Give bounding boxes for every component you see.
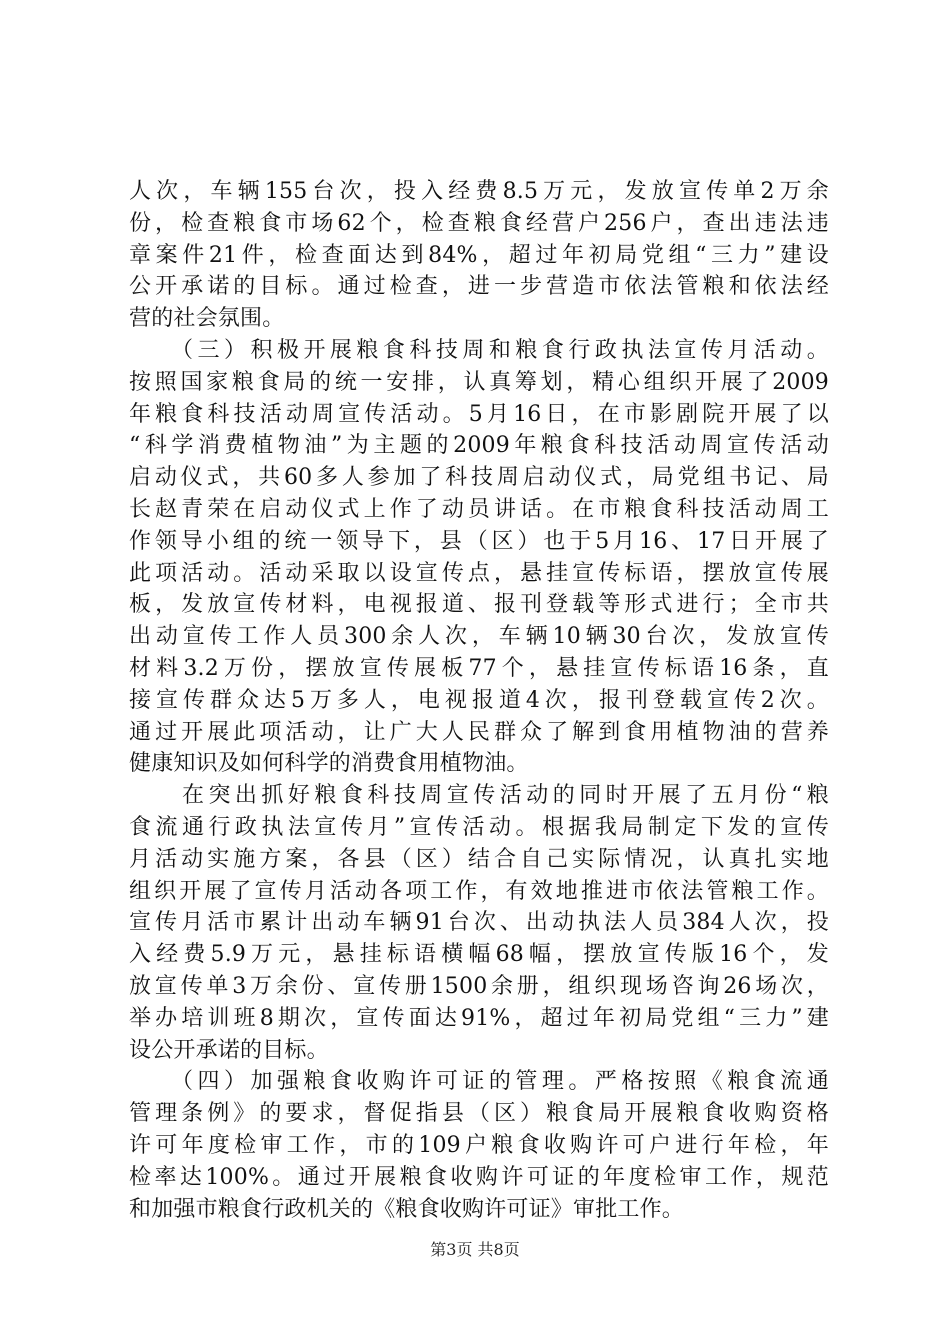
text-line: 举办培训班8期次，宣传面达91%，超过年初局党组“三力”建 <box>129 1005 829 1031</box>
text-line: 人次，车辆155台次，投入经费8.5万元，发放宣传单2万余 <box>129 179 829 204</box>
text-line: 入经费5.9万元，悬挂标语横幅68幅，摆放宣传版16个，发 <box>129 942 829 968</box>
text-line: 材料3.2万份，摆放宣传展板77个，悬挂宣传标语16条，直 <box>129 655 829 681</box>
text-line: 长赵青荣在启动仪式上作了动员讲话。在市粮食科技活动周工 <box>129 496 829 522</box>
text-line: 章案件21件，检查面达到84%，超过年初局党组“三力”建设 <box>129 242 829 268</box>
text-line: 作领导小组的统一领导下，县（区）也于5月16、17日开展了 <box>129 528 829 554</box>
text-line: 年粮食科技活动周宣传活动。5月16日，在市影剧院开展了以 <box>129 401 829 427</box>
text-line: 宣传月活市累计出动车辆91台次、出动执法人员384人次，投 <box>129 910 829 936</box>
body-text <box>129 176 829 1225</box>
text-line: 在突出抓好粮食科技周宣传活动的同时开展了五月份“粮 <box>129 783 829 809</box>
text-line: 此项活动。活动采取以设宣传点，悬挂宣传标语，摆放宣传展 <box>129 560 829 586</box>
text-line: 月活动实施方案，各县（区）结合自己实际情况，认真扎实地 <box>129 846 829 872</box>
text-line: 启动仪式，共60多人参加了科技周启动仪式，局党组书记、局 <box>129 465 829 491</box>
page-footer: 第3页 共8页 <box>430 1240 520 1259</box>
text-line: “科学消费植物油”为主题的2009年粮食科技活动周宣传活动 <box>129 433 829 459</box>
text-line: 营的社会氛围。 <box>129 306 285 332</box>
text-line: 按照国家粮食局的统一安排，认真筹划，精心组织开展了2009 <box>129 369 829 395</box>
text-line: 组织开展了宣传月活动各项工作，有效地推进市依法管粮工作。 <box>129 878 829 904</box>
text-line: 公开承诺的目标。通过检查，进一步营造市依法管粮和依法经 <box>129 274 829 300</box>
text-line: 设公开承诺的目标。 <box>129 1037 329 1063</box>
text-line: （三）积极开展粮食科技周和粮食行政执法宣传月活动。 <box>129 337 829 363</box>
text-line: 接宣传群众达5万多人，电视报道4次，报刊登载宣传2次。 <box>129 687 829 713</box>
text-line: 检率达100%。通过开展粮食收购许可证的年度检审工作，规范 <box>129 1164 829 1190</box>
text-line: 食流通行政执法宣传月”宣传活动。根据我局制定下发的宣传 <box>129 814 829 840</box>
text-line: 放宣传单3万余份、宣传册1500余册，组织现场咨询26场次， <box>129 973 829 999</box>
text-line: 板，发放宣传材料，电视报道、报刊登载等形式进行；全市共 <box>129 592 829 618</box>
text-line: 和加强市粮食行政机关的《粮食收购许可证》审批工作。 <box>129 1196 685 1222</box>
text-line: 健康知识及如何科学的消费食用植物油。 <box>129 751 529 777</box>
text-line: 许可年度检审工作，市的109户粮食收购许可户进行年检，年 <box>129 1132 829 1158</box>
text-line: 通过开展此项活动，让广大人民群众了解到食用植物油的营养 <box>129 719 829 745</box>
text-line: 份，检查粮食市场62个，检查粮食经营户256户，查出违法违 <box>129 210 829 236</box>
text-line: 出动宣传工作人员300余人次，车辆10辆30台次，发放宣传 <box>129 624 829 650</box>
text-line: （四）加强粮食收购许可证的管理。严格按照《粮食流通 <box>129 1069 829 1095</box>
text-line: 管理条例》的要求，督促指县（区）粮食局开展粮食收购资格 <box>129 1101 829 1127</box>
